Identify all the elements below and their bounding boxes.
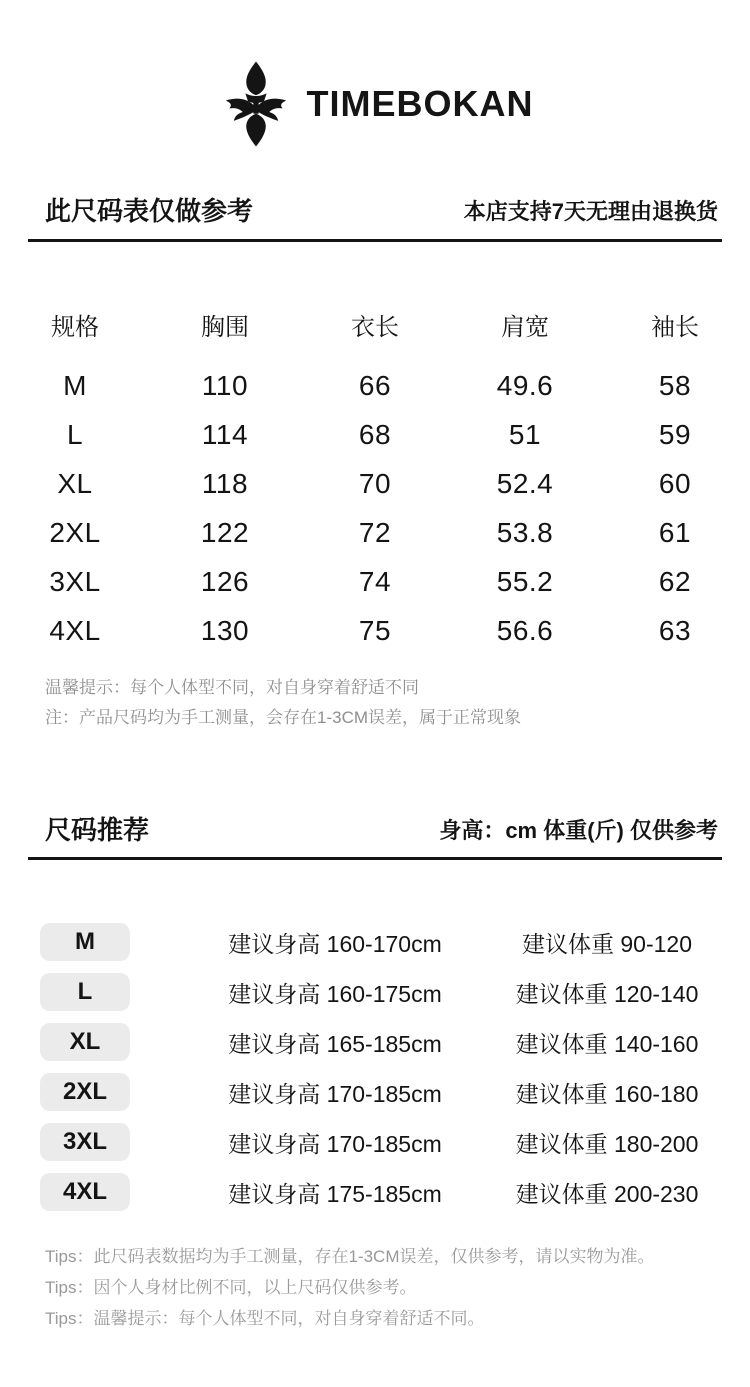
vajra-emblem-icon <box>217 60 295 148</box>
size-label: 2XL <box>49 517 101 549</box>
height-recommendation: 建议身高 165-185cm <box>228 1030 442 1057</box>
column-header-sleeve: 袖长 <box>651 313 699 341</box>
table-notes <box>45 678 750 728</box>
weight-recommendation: 建议体重 120-140 <box>515 980 699 1007</box>
section1-header <box>28 197 722 242</box>
length-value: 66 <box>358 370 392 402</box>
recommendation-row <box>0 1067 750 1117</box>
height-recommendation: 建议身高 160-175cm <box>228 980 442 1007</box>
recommendation-row <box>0 1167 750 1217</box>
table-row <box>0 362 750 411</box>
sleeve-value: 61 <box>658 517 692 549</box>
tip-line: Tips：因个人身材比例不同，以上尺码仅供参考。 <box>45 1278 417 1298</box>
section2-header <box>28 816 722 861</box>
size-table-section <box>0 197 750 728</box>
size-badge: L <box>40 973 130 1011</box>
column-header-chest: 胸围 <box>201 313 249 341</box>
weight-recommendation: 建议体重 160-180 <box>515 1080 699 1107</box>
chest-value: 122 <box>200 517 250 549</box>
height-recommendation: 建议身高 170-185cm <box>228 1080 442 1107</box>
sleeve-value: 59 <box>658 419 692 451</box>
size-badge: 4XL <box>40 1173 130 1211</box>
length-value: 68 <box>358 419 392 451</box>
size-label: M <box>63 370 87 402</box>
length-value: 72 <box>358 517 392 549</box>
weight-recommendation: 建议体重 140-160 <box>515 1030 699 1057</box>
size-label: 3XL <box>49 566 101 598</box>
weight-recommendation: 建议体重 200-230 <box>515 1180 699 1207</box>
height-recommendation: 建议身高 175-185cm <box>228 1180 442 1207</box>
table-row <box>0 558 750 607</box>
recommendation-row <box>0 967 750 1017</box>
shoulder-value: 51 <box>508 419 542 451</box>
table-row <box>0 607 750 656</box>
size-table <box>0 300 750 656</box>
bottom-tips <box>45 1246 750 1329</box>
shoulder-value: 49.6 <box>496 370 554 402</box>
section2-title: 尺码推荐 <box>45 814 150 845</box>
length-value: 74 <box>358 566 392 598</box>
note-line: 注：产品尺码均为手工测量，会存在1-3CM误差，属于正常现象 <box>45 707 522 727</box>
column-header-shoulder: 肩宽 <box>501 313 549 341</box>
recommendation-row <box>0 1017 750 1067</box>
tip-line: Tips：温馨提示：每个人体型不同，对自身穿着舒适不同。 <box>45 1309 485 1329</box>
size-label: L <box>66 419 84 451</box>
return-policy-note: 本店支持7天无理由退换货 <box>463 199 718 225</box>
table-row <box>0 509 750 558</box>
sleeve-value: 58 <box>658 370 692 402</box>
sleeve-value: 62 <box>658 566 692 598</box>
shoulder-value: 53.8 <box>496 517 554 549</box>
chest-value: 118 <box>201 468 249 500</box>
recommendation-list <box>0 917 750 1217</box>
weight-recommendation: 建议体重 180-200 <box>515 1130 699 1157</box>
size-badge: 3XL <box>40 1123 130 1161</box>
recommendation-row <box>0 917 750 967</box>
chest-value: 110 <box>201 370 249 402</box>
chest-value: 126 <box>200 566 250 598</box>
shoulder-value: 52.4 <box>496 468 554 500</box>
size-table-header-row <box>0 300 750 349</box>
height-recommendation: 建议身高 160-170cm <box>228 930 442 957</box>
sleeve-value: 60 <box>658 468 692 500</box>
chest-value: 130 <box>200 615 250 647</box>
size-badge: XL <box>40 1023 130 1061</box>
brand-name: TIMEBOKAN <box>306 83 534 124</box>
tip-line: Tips：此尺码表数据均为手工测量，存在1-3CM误差，仅供参考，请以实物为准。 <box>45 1247 655 1267</box>
shoulder-value: 55.2 <box>496 566 554 598</box>
shoulder-value: 56.6 <box>496 615 554 647</box>
height-recommendation: 建议身高 170-185cm <box>228 1130 442 1157</box>
size-label: 4XL <box>49 615 101 647</box>
size-badge: 2XL <box>40 1073 130 1111</box>
recommendation-row <box>0 1117 750 1167</box>
table-row <box>0 411 750 460</box>
size-recommendation-section <box>0 816 750 1330</box>
length-value: 70 <box>358 468 392 500</box>
length-value: 75 <box>358 615 392 647</box>
brand-header <box>0 0 750 150</box>
sleeve-value: 63 <box>658 615 692 647</box>
table-row <box>0 460 750 509</box>
section1-title: 此尺码表仅做参考 <box>45 196 254 226</box>
column-header-length: 衣长 <box>351 313 399 341</box>
size-label: XL <box>57 468 93 500</box>
note-line: 温馨提示：每个人体型不同，对自身穿着舒适不同 <box>45 677 419 697</box>
weight-recommendation: 建议体重 90-120 <box>521 930 692 957</box>
units-note: 身高：cm 体重(斤) 仅供参考 <box>439 817 718 843</box>
column-header-spec: 规格 <box>51 313 99 341</box>
size-badge: M <box>40 923 130 961</box>
chest-value: 114 <box>201 419 249 451</box>
